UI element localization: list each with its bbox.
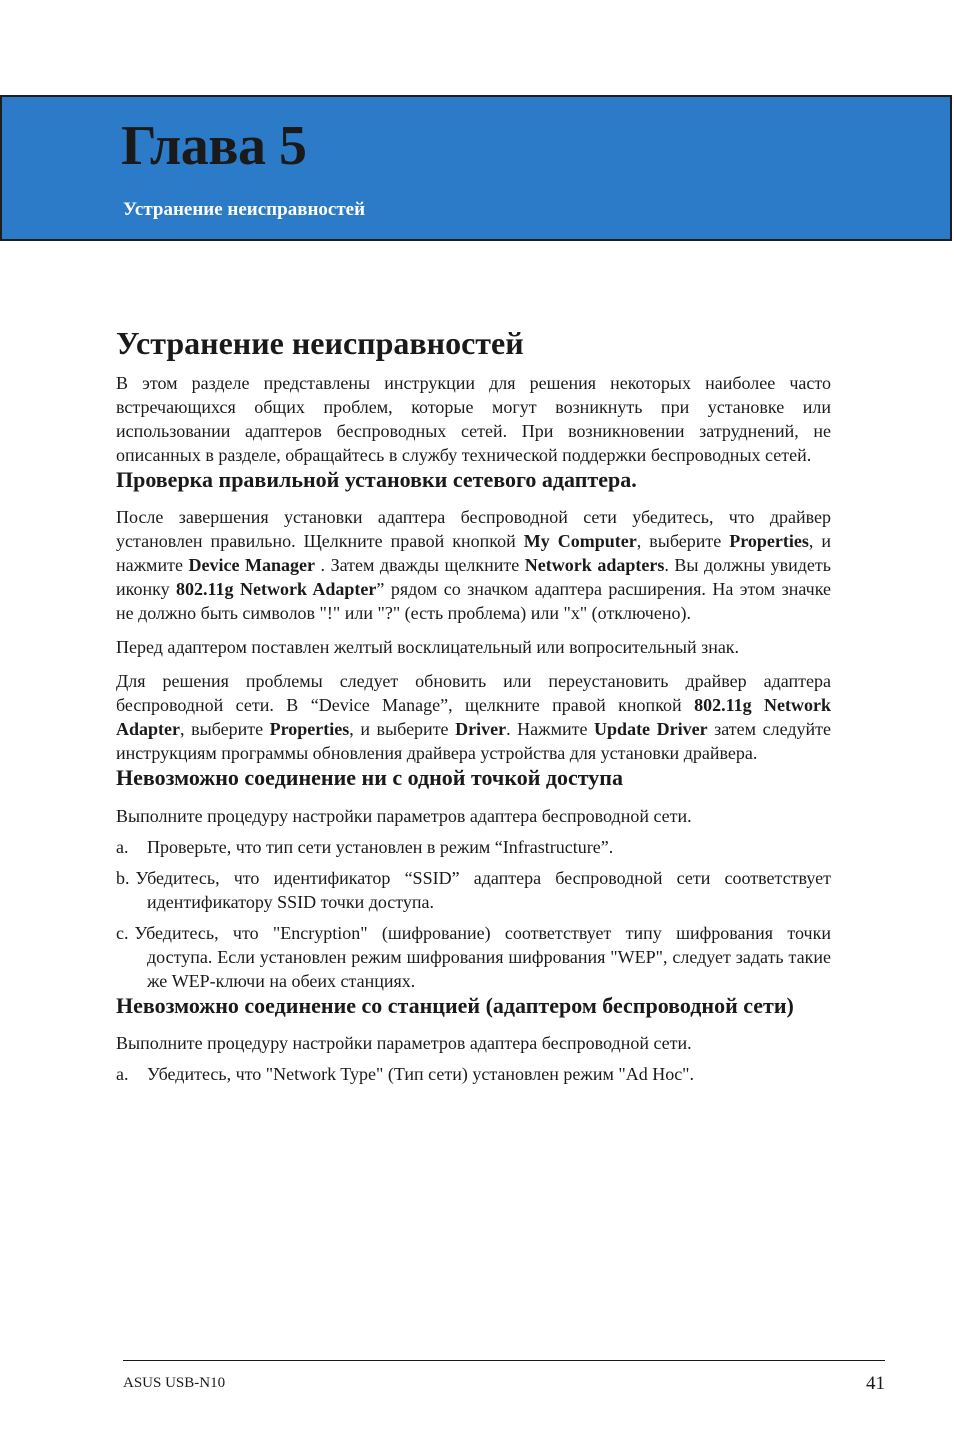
network-adapter-term: 802.11g Network Adapter [176,579,377,600]
network-adapters-term: Network adapters [524,555,665,576]
no-station-intro: Выполните процедуру настройки параметров адаптера беспроводной сети. [116,1032,692,1053]
page-number: 41 [866,1373,885,1394]
station-steps [116,1062,831,1086]
network-adapter-term: 802.11g Network Adapter [116,695,831,740]
intro-paragraph: В этом разделе представлены инструкции для решения некоторых наиболее часто встречающихся общих проблем, которые могут возникнуть при установке или использовании адаптеров беспроводных сетей. При возникновении затруднений, не описанных в разделе, обращайтесь в службу технической поддержки беспроводных сетей. [116,372,831,465]
list-item: a. Проверьте, что тип сети установлен в режим “Infrastructure”. [116,836,614,857]
list-item: a. Убедитесь, что "Network Type" (Тип сети) установлен режим "Ad Hoc". [116,1063,695,1084]
adapter-check-paragraph: После завершения установки адаптера беспроводной сети убедитесь, что драйвер установлен правильно. Щелкните правой кнопкой My Computer, выберите Properties, и нажмите Device Manager . Затем дважды щелкните Network adapters. Вы должны увидеть иконку 802.11g Network Adapter” рядом со значком адаптера расширения. На этом значке не должно быть символов "!" или "?" (есть проблема) или "x" (отключено). [116,507,832,624]
update-driver-term: Update Driver [594,719,708,740]
warning-sign-paragraph: Перед адаптером поставлен желтый восклицательный или вопросительный знак. [116,637,740,658]
driver-term: Driver [455,719,507,740]
properties-term: Properties [269,719,350,740]
section-heading-no-access-point: Невозможно соединение ни с одной точкой доступа [116,765,623,791]
properties-term: Properties [729,531,809,552]
chapter-title: Глава 5 [121,115,307,177]
my-computer-term: My Computer [523,531,637,552]
footer-divider [123,1360,885,1361]
section-heading-no-station: Невозможно соединение со станцией (адаптером беспроводной сети) [116,992,794,1018]
footer-product-name: ASUS USB-N10 [123,1375,226,1391]
device-manager-term: Device Manager [188,555,315,576]
no-access-point-intro: Выполните процедуру настройки параметров адаптера беспроводной сети. [116,805,692,826]
page-content [116,325,831,1086]
list-item: b. Убедитесь, что идентификатор “SSID” адаптера беспроводной сети соответствует идентификатору SSID точки доступа. [116,867,831,912]
page-title: Устранение неисправностей [116,325,524,361]
access-point-steps [116,835,831,993]
chapter-subtitle: Устранение неисправностей [123,199,366,220]
driver-update-paragraph: Для решения проблемы следует обновить или переустановить драйвер адаптера беспроводной сети. В “Device Manage”, щелкните правой кнопкой 802.11g Network Adapter, выберите Properties, и выберите Driver. Нажмите Update Driver затем следуйте инструкциям программы обновления драйвера устройства для установки драйвера. [116,671,831,764]
list-item: c. Убедитесь, что "Encryption" (шифрование) соответствует типу шифрования точки доступа. Если установлен режим шифрования шифрования "WEP", следует задать такие же WEP-ключи на обеих станциях. [116,922,831,991]
section-heading-adapter-check: Проверка правильной установки сетевого адаптера. [116,466,637,492]
